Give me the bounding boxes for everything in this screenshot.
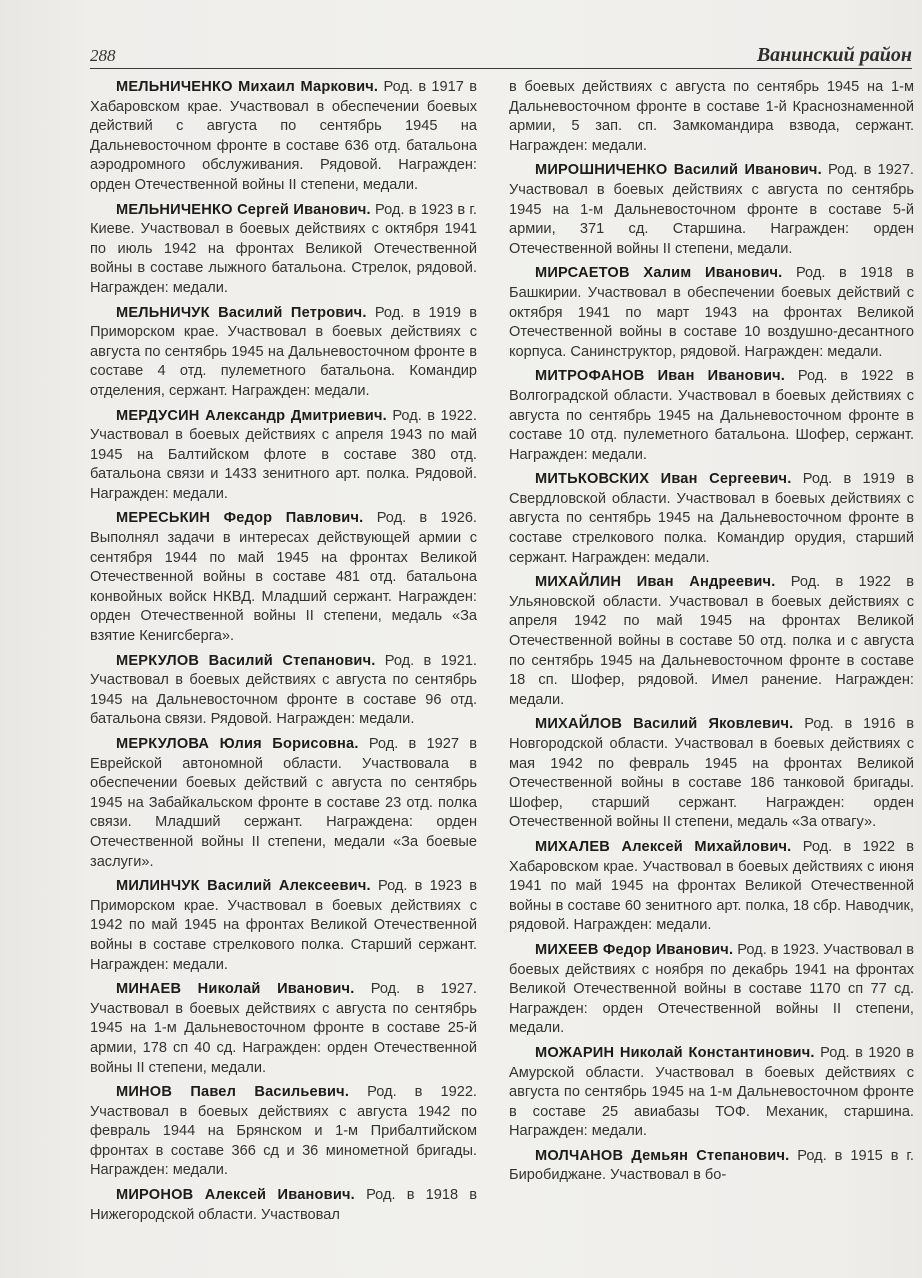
entry-text: Род. в 1926. Выполнял задачи в интересах действующей армии с сентября 1944 по май 1945 на фронтах Великой Отечественной войны в составе 481 отд. батальона конвойных войск НКВД. Младший сержант. Награжден: орден Отечественной войны II степени, медаль «За взятие Кенигсберга».	[90, 510, 477, 645]
entry-text: Род. в 1918 в Нижегородской области. Участвовал	[90, 1187, 477, 1223]
entry	[90, 1186, 477, 1225]
entry-text: Род. в 1927. Участвовал в боевых действиях с августа по сентябрь 1945 на 1-м Дальневосточном фронте в составе 5-й армии, 371 сд. Старшина. Награжден: орден Отечественной войны II степени, медали.	[509, 162, 914, 257]
entry	[90, 304, 477, 402]
entry	[90, 735, 477, 872]
entry-text: Род. в 1923. Участвовал в боевых действиях с ноября по декабрь 1941 на фронтах Великой Отечественной войны в составе 1170 сп 77 сд. Награжден: орден Отечественной войны II степени, медали.	[509, 941, 914, 1037]
entry-name: МИХАЙЛОВ Василий Яковлевич.	[535, 716, 794, 733]
entry-name: МИХАЙЛИН Иван Андреевич.	[535, 574, 776, 591]
entry-text: в боевых действиях с августа по сентябрь 1945 на 1-м Дальневосточном фронте в составе 1-й Краснознаменной армии, 5 зап. сп. Замкомандира взвода, сержант. Награжден: медали.	[509, 79, 914, 154]
entry-text: Род. в 1922. Участвовал в боевых действиях с августа 1942 по февраль 1944 на Брянском и 1-м Прибалтийском фронтах в составе 366 сд и 36 минометной бригады. Награжден: медали.	[90, 1084, 477, 1179]
entry-name: МЕРКУЛОВА Юлия Борисовна.	[116, 736, 359, 752]
entry-name: МИТРОФАНОВ Иван Иванович.	[535, 368, 786, 385]
entry-name: МИЛИНЧУК Василий Алексеевич.	[116, 878, 371, 895]
entry	[509, 941, 914, 1039]
entry-name: МИТЬКОВСКИХ Иван Сергеевич.	[535, 471, 792, 488]
entry-text: Род. в 1922 в Ульяновской области. Участвовал в боевых действиях с апреля 1942 по май 1945 на фронтах Великой Отечественной войны в составе 50 отд. полка и с августа по сентябрь 1945 на Дальневосточном фронте в составе 18 сп. Шофер, рядовой. Имел ранение. Награжден: медали.	[509, 574, 914, 708]
entry-text: Род. в 1921. Участвовал в боевых действиях с августа по сентябрь 1945 на Дальневосточном фронте в составе 96 отд. батальона связи. Рядовой. Награжден: медали.	[90, 652, 477, 728]
entry-text: Род. в 1923 в г. Киеве. Участвовал в боевых действиях с октября 1941 по июль 1942 на фронтах Великой Отечественной войны в составе лыжного батальона. Стрелок, рядовой. Награжден: медали.	[90, 201, 477, 296]
entry	[90, 877, 477, 975]
entry	[509, 367, 914, 465]
entry-text: Род. в 1927 в Еврейской автономной области. Участвовала в обеспечении боевых действий с августа по сентябрь 1945 на Забайкальском фронте в составе 23 отд. полка связи. Младший сержант. Награждена: орден Отечественной войны II степени, медали «За боевые заслуги».	[90, 736, 477, 870]
entry-name: МЕРКУЛОВ Василий Степанович.	[116, 652, 376, 669]
entry-text: Род. в 1920 в Амурской области. Участвовал в боевых действиях с августа по сентябрь 1945 на 1-м Дальневосточном фронте в составе 25 авиабазы ТОФ. Механик, старшина. Награжден: медали.	[509, 1044, 915, 1140]
right-column	[509, 78, 914, 1191]
entry-text: Род. в 1927. Участвовал в боевых действиях с августа по сентябрь 1945 на 1-м Дальневосточном фронте в составе 25-й армии, 178 сп 40 сд. Награжден: орден Отечественной войны II степени, медали.	[90, 981, 477, 1076]
entry-name: МИРСАЕТОВ Халим Иванович.	[535, 265, 783, 282]
entry	[509, 838, 914, 936]
entry	[509, 264, 914, 362]
left-column	[90, 78, 477, 1230]
entry	[90, 407, 477, 505]
entry-name: МОЖАРИН Николай Константинович.	[535, 1044, 815, 1061]
entry	[90, 1083, 477, 1181]
entry-name: МИНАЕВ Николай Иванович.	[116, 981, 355, 998]
entry-text: Род. в 1919 в Приморском крае. Участвовал в боевых действиях с августа по сентябрь 1945 на Дальневосточном фронте в составе 4 отд. пулеметного батальона. Командир отделения, сержант. Награжден: медали.	[90, 304, 477, 399]
page-number: 288	[90, 46, 116, 65]
section-title: Ванинский район	[756, 44, 912, 66]
entry-name: МИРОНОВ Алексей Иванович.	[116, 1187, 355, 1204]
entry-name: МИХЕЕВ Федор Иванович.	[535, 941, 734, 958]
entry-text: Род. в 1918 в Башкирии. Участвовал в обеспечении боевых действий с октября 1941 по март 1943 на фронтах Великой Отечественной войны в составе 10 воздушно-десантного корпуса. Санинструктор, рядовой. Награжден: медали.	[509, 265, 914, 360]
entry-name: МИНОВ Павел Васильевич.	[116, 1084, 350, 1101]
entry-name: МИХАЛЕВ Алексей Михайлович.	[535, 838, 792, 855]
entry	[90, 652, 477, 730]
entry-text: Род. в 1916 в Новгородской области. Участвовал в боевых действиях с мая 1942 по февраль 1945 на фронтах Великой Отечественной войны в составе 186 танковой бригады. Шофер, старший сержант. Награжден: орден Отечественной войны II степени, медаль «За отвагу».	[509, 716, 915, 831]
page-header	[90, 44, 912, 69]
entry-text: Род. в 1922 в Волгоградской области. Участвовал в боевых действиях с августа по сентябрь 1945 на Дальневосточном фронте в составе 10 отд. пулеметного батальона. Шофер, сержант. Награжден: медали.	[509, 368, 914, 463]
entry-continuation	[509, 78, 914, 156]
entry-text: Род. в 1923 в Приморском крае. Участвовал в боевых действиях с 1942 по май 1945 на фронтах Великой Отечественной войны в составе стрелкового полка. Старший сержант. Награжден: медали.	[90, 878, 477, 973]
entry	[90, 509, 477, 646]
entry	[509, 1044, 914, 1142]
entry-name: МЕЛЬНИЧЕНКО Михаил Маркович.	[116, 79, 379, 95]
entry-name: МОЛЧАНОВ Демьян Степанович.	[535, 1147, 790, 1164]
entry-name: МЕЛЬНИЧУК Василий Петрович.	[116, 304, 367, 321]
entry	[90, 980, 477, 1078]
entry-text: Род. в 1919 в Свердловской области. Участвовал в боевых действиях с августа по сентябрь 1945 на Дальневосточном фронте в составе стрелкового полка. Командир орудия, старший сержант. Награжден: медали.	[509, 471, 914, 566]
entry-name: МИРОШНИЧЕНКО Василий Иванович.	[535, 162, 822, 179]
entry	[509, 161, 914, 259]
entry-text: Род. в 1917 в Хабаровском крае. Участвовал в обеспечении боевых действий с августа по сентябрь 1945 на Дальневосточном фронте в составе 636 отд. батальона аэродромного обслуживания. Рядовой. Награжден: орден Отечественной войны II степени, медали.	[90, 79, 477, 193]
entry	[509, 573, 914, 710]
entry-text: Род. в 1922. Участвовал в боевых действиях с апреля 1943 по май 1945 на Балтийском флоте в составе 380 отд. батальона связи и 1433 зенитного арт. полка. Рядовой. Награжден: медали.	[90, 407, 477, 502]
entry	[90, 78, 477, 196]
entry	[509, 1147, 914, 1186]
entry-text: Род. в 1922 в Хабаровском крае. Участвовал в боевых действиях с июня 1941 по май 1945 на фронтах Великой Отечественной войны в составе 60 зенитного арт. полка, 18 сбр. Наводчик, рядовой. Награжден: медали.	[509, 838, 915, 934]
entry	[509, 715, 914, 833]
entry-text: Род. в 1915 в г. Биробиджане. Участвовал в бо-	[509, 1147, 914, 1184]
entry-name: МЕЛЬНИЧЕНКО Сергей Иванович.	[116, 201, 371, 218]
entry-name: МЕРЕСЬКИН Федор Павлович.	[116, 510, 364, 527]
entry	[90, 201, 477, 299]
entry	[509, 470, 914, 568]
entry-name: МЕРДУСИН Александр Дмитриевич.	[116, 407, 387, 424]
